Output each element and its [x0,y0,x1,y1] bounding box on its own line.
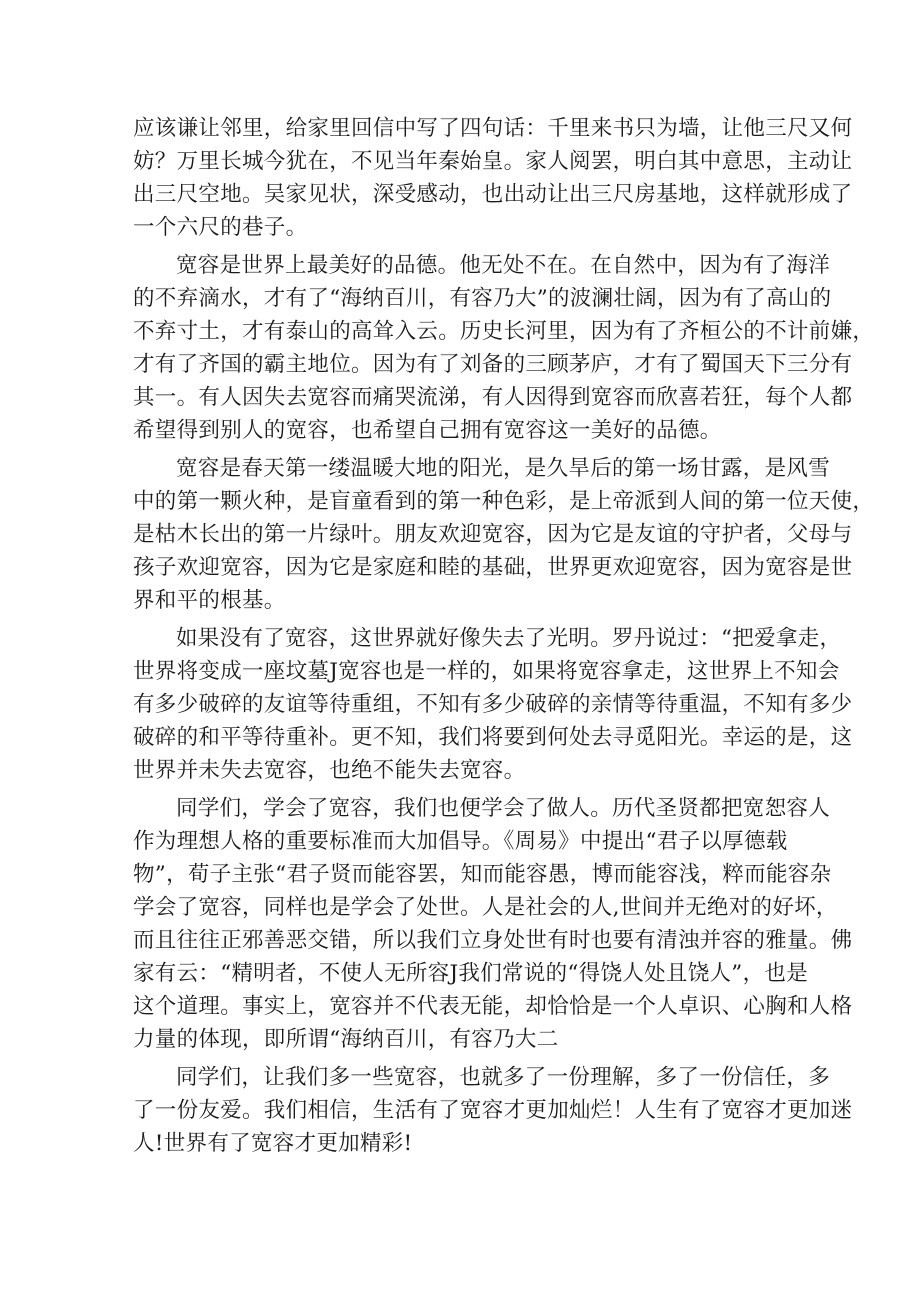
text-line: 不弃寸土，才有泰山的高耸入云。历史长河里，因为有了齐桓公的不计前嫌， [133,319,875,344]
text-line: 才有了齐国的霸主地位。因为有了刘备的三顾茅庐，才有了蜀国天下三分有 [133,352,853,377]
text-line: 世界将变成一座坟墓J宽容也是一样的，如果将宽容拿走，这世界上不知会 [133,659,840,684]
text-line: 妨？万里长城今犹在，不见当年秦始皇。家人阅罢，明白其中意思，主动让 [133,149,853,174]
paragraph-4 [133,622,853,787]
paragraph-3 [133,452,875,617]
text-line: 界和平的根基。 [133,588,286,613]
text-line: 出三尺空地。吴家见状，深受感动，也出动让出三尺房基地，这样就形成了 [133,182,853,207]
text-line: 同学们，让我们多一些宽容，也就多了一份理解，多了一份信任，多 [176,1065,831,1090]
paragraph-1 [133,112,853,244]
text-line: 一个六尺的巷子。 [133,215,308,240]
text-line: 中的第一颗火种，是盲童看到的第一种色彩，是上帝派到人间的第一位天使， [133,489,875,514]
text-line: 而且往往正邪善恶交错，所以我们立身处世有时也要有清浊并容的雅量。佛 [133,928,853,953]
text-line: 宽容是世界上最美好的品德。他无处不在。在自然中，因为有了海洋 [176,253,831,278]
text-line: 应该谦让邻里，给家里回信中写了四句话：千里来书只为墙，让他三尺又何 [133,116,853,141]
text-line: 是枯木长出的第一片绿叶。朋友欢迎宽容，因为它是友谊的守护者，父母与 [133,522,853,547]
text-line: 的不弃滴水，才有了“海纳百川，有容乃大”的波澜壮阔，因为有了高山的 [133,286,832,311]
text-line: 作为理想人格的重要标准而大加倡导。《周易》中提出“君子以厚德载 [133,829,788,854]
text-line: 有多少破碎的友谊等待重组，不知有多少破碎的亲情等待重温，不知有多少 [133,692,853,717]
paragraph-6 [133,1061,853,1160]
paragraph-5 [133,792,853,1056]
text-line: 同学们，学会了宽容，我们也便学会了做人。历代圣贤都把宽恕容人 [176,796,831,821]
text-line: 学会了宽容，同样也是学会了处世。人是社会的人,世间并无绝对的好坏， [133,895,838,920]
text-line: 家有云：“精明者，不使人无所容J我们常说的“得饶人处且饶人”，也是 [133,961,808,986]
text-line: 破碎的和平等待重补。更不知，我们将要到何处去寻觅阳光。幸运的是，这 [133,725,853,750]
text-line: 物”，荀子主张“君子贤而能容罢，知而能容愚，博而能容浅，粹而能容杂 [133,862,832,887]
document-body [133,112,875,1165]
text-line: 其一。有人因失去宽容而痛哭流涕，有人因得到宽容而欣喜若狂，每个人都 [133,385,853,410]
text-line: 这个道理。事实上，宽容并不代表无能，却恰恰是一个人卓识、心胸和人格 [133,994,853,1019]
text-line: 人!世界有了宽容才更加精彩! [133,1131,413,1156]
text-line: 了一份友爱。我们相信，生活有了宽容才更加灿烂！人生有了宽容才更加迷 [133,1098,853,1123]
text-line: 孩子欢迎宽容，因为它是家庭和睦的基础，世界更欢迎宽容，因为宽容是世 [133,555,853,580]
paragraph-2 [133,249,875,447]
text-line: 如果没有了宽容，这世界就好像失去了光明。罗丹说过：“把爱拿走， [176,626,842,651]
text-line: 宽容是春天第一缕温暖大地的阳光，是久旱后的第一场甘露，是风雪 [176,456,831,481]
text-line: 力量的体现，即所谓“海纳百川，有容乃大二 [133,1027,559,1052]
text-line: 世界并未失去宽容，也绝不能失去宽容。 [133,758,526,783]
text-line: 希望得到别人的宽容，也希望自己拥有宽容这一美好的品德。 [133,418,722,443]
